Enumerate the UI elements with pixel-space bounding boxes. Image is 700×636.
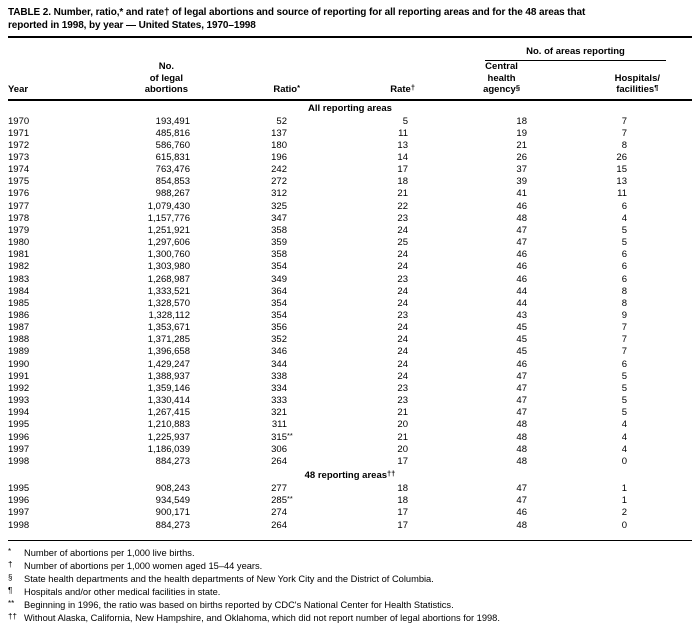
table-row — [8, 371, 692, 383]
footnote-marker: § — [8, 572, 13, 582]
column-header-row — [8, 61, 692, 100]
cell-central-agency: 46 — [516, 261, 527, 273]
cell-year: 1975 — [8, 176, 30, 188]
cell-year: 1988 — [8, 334, 30, 346]
footnote-marker: ** — [8, 598, 15, 608]
cell-ratio: 321 — [271, 407, 287, 419]
cell-year: 1987 — [8, 322, 30, 334]
cell-central-agency: 19 — [516, 127, 527, 139]
cell-rate: 24 — [397, 285, 408, 297]
cell-hospitals: 2 — [621, 507, 627, 519]
cell-central-agency: 44 — [516, 297, 527, 309]
cell-abortions: 485,816 — [155, 127, 190, 139]
table-title-line2: reported in 1998, by year — United States, 1970–1998 — [8, 20, 256, 31]
cell-central-agency: 44 — [516, 285, 527, 297]
cell-central-agency: 48 — [516, 443, 527, 455]
col-header-central-agency: Central health agency§ — [415, 61, 530, 100]
cell-ratio: 272 — [271, 176, 287, 188]
cell-hospitals: 7 — [621, 115, 627, 127]
cell-rate: 17 — [397, 519, 408, 531]
cell-rate: 17 — [397, 164, 408, 176]
cell-rate: 22 — [397, 200, 408, 212]
cell-hospitals: 7 — [621, 322, 627, 334]
cell-rate: 11 — [398, 127, 408, 139]
footnote — [8, 547, 692, 560]
footnote-text: Hospitals and/or other medical facilities in state. — [24, 586, 221, 597]
cell-hospitals: 6 — [621, 273, 627, 285]
cell-rate: 24 — [397, 358, 408, 370]
table-row — [8, 152, 692, 164]
cell-central-agency: 39 — [516, 176, 527, 188]
cell-rate: 23 — [397, 310, 408, 321]
cell-abortions: 1,359,146 — [147, 382, 190, 394]
cell-abortions: 1,157,776 — [147, 212, 190, 224]
cell-central-agency: 41 — [516, 188, 527, 200]
cell-central-agency: 26 — [516, 151, 527, 163]
cell-central-agency: 46 — [516, 273, 527, 285]
cell-rate: 24 — [397, 297, 408, 309]
table-row — [8, 176, 692, 188]
cell-rate: 14 — [397, 151, 408, 163]
cell-abortions: 1,396,658 — [147, 346, 190, 358]
cell-rate: 25 — [397, 237, 408, 249]
cell-abortions: 1,297,606 — [147, 237, 190, 249]
cell-abortions: 1,225,937 — [147, 431, 190, 443]
cell-abortions: 1,303,980 — [147, 261, 190, 273]
cell-rate: 24 — [397, 249, 408, 261]
cell-ratio: 277 — [271, 483, 287, 495]
cell-rate: 18 — [397, 176, 408, 188]
table-row — [8, 261, 692, 273]
cell-rate: 24 — [397, 224, 408, 236]
cell-central-agency: 46 — [516, 358, 527, 370]
cell-year: 1997 — [8, 507, 30, 519]
cell-year: 1973 — [8, 151, 30, 163]
cell-year: 1995 — [8, 419, 30, 431]
cell-ratio: 344 — [271, 358, 287, 370]
footnote-marker: * — [8, 546, 12, 556]
cell-hospitals: 6 — [621, 358, 627, 370]
cell-hospitals: 15 — [616, 164, 627, 176]
cell-rate: 13 — [397, 139, 408, 151]
footnotes — [8, 547, 692, 625]
cell-year: 1985 — [8, 297, 30, 309]
cell-year: 1981 — [8, 249, 30, 261]
table-bottom-rule — [8, 540, 692, 541]
rate-footnote-marker: † — [410, 83, 415, 92]
cell-ratio: 352 — [271, 334, 287, 346]
spanner-row — [8, 44, 692, 61]
cell-abortions: 1,210,883 — [147, 419, 190, 431]
cell-hospitals: 5 — [621, 407, 627, 419]
cell-rate: 17 — [397, 455, 408, 467]
cell-abortions: 586,760 — [155, 139, 190, 151]
cell-year: 1978 — [8, 212, 30, 224]
footnote-marker: ¶ — [8, 585, 13, 595]
cell-rate: 20 — [397, 443, 408, 455]
footnote-text: Number of abortions per 1,000 live births. — [24, 547, 195, 558]
col-header-rate: Rate† — [300, 61, 415, 100]
cell-ratio: 358 — [271, 224, 287, 236]
cell-hospitals: 6 — [621, 200, 627, 212]
cell-year: 1986 — [8, 310, 30, 321]
cell-hospitals: 4 — [621, 212, 627, 224]
cell-abortions: 934,549 — [155, 495, 190, 507]
cell-abortions: 1,333,521 — [147, 285, 190, 297]
cell-ratio: 356 — [271, 322, 287, 334]
cell-central-agency: 47 — [516, 237, 527, 249]
cell-abortions: 884,273 — [155, 519, 190, 531]
cell-central-agency: 46 — [516, 249, 527, 261]
cell-year: 1990 — [8, 358, 30, 370]
cell-abortions: 1,429,247 — [147, 358, 190, 370]
cell-ratio: 358 — [271, 249, 287, 261]
cell-ratio: 347 — [271, 212, 287, 224]
cell-central-agency: 47 — [516, 395, 527, 407]
cell-central-agency: 21 — [516, 139, 527, 151]
cell-hospitals: 5 — [621, 382, 627, 394]
cell-ratio: 359 — [271, 237, 287, 249]
cell-ratio: 264 — [271, 519, 287, 531]
footnote — [8, 560, 692, 573]
cell-abortions: 908,243 — [155, 483, 190, 495]
cell-central-agency: 46 — [516, 507, 527, 519]
table-row — [8, 346, 692, 358]
cell-year: 1980 — [8, 237, 30, 249]
cell-rate: 21 — [397, 188, 408, 200]
table-row — [8, 298, 692, 310]
cell-central-agency: 48 — [516, 212, 527, 224]
cell-ratio: 354 — [271, 261, 287, 273]
cell-abortions: 1,328,570 — [147, 297, 190, 309]
cell-central-agency: 45 — [516, 334, 527, 346]
cell-ratio: 333 — [271, 395, 287, 407]
cell-year: 1996 — [8, 495, 30, 507]
cell-ratio: 52 — [276, 115, 287, 127]
footnote — [8, 612, 692, 625]
cell-hospitals: 26 — [616, 151, 627, 163]
cell-ratio: 312 — [271, 188, 287, 200]
cell-year: 1971 — [8, 127, 30, 139]
cell-hospitals: 6 — [621, 261, 627, 273]
cell-hospitals: 5 — [621, 237, 627, 249]
table-row — [8, 249, 692, 261]
cell-abortions: 1,186,039 — [147, 443, 190, 455]
cell-year: 1998 — [8, 455, 30, 467]
table-row — [8, 140, 692, 152]
cell-year: 1991 — [8, 370, 30, 382]
cell-central-agency: 47 — [516, 224, 527, 236]
cell-year: 1974 — [8, 164, 30, 176]
table-row — [8, 359, 692, 371]
table-row — [8, 520, 692, 532]
cell-abortions: 615,831 — [155, 151, 190, 163]
cell-abortions: 1,371,285 — [147, 334, 190, 346]
cell-year: 1982 — [8, 261, 30, 273]
cell-abortions: 193,491 — [155, 115, 190, 127]
cell-rate: 18 — [397, 495, 408, 507]
cell-central-agency: 48 — [516, 455, 527, 467]
table-row — [8, 444, 692, 456]
cell-ratio: 338 — [271, 370, 287, 382]
section-label: All reporting areas — [308, 102, 392, 114]
table-title-line1: TABLE 2. Number, ratio,* and rate† of legal abortions and source of reporting for all reporting areas and for the 48 areas that — [8, 7, 586, 18]
cell-rate: 24 — [397, 370, 408, 382]
cell-year: 1979 — [8, 224, 30, 236]
cell-ratio: 180 — [271, 139, 287, 151]
cell-ratio: 196 — [271, 151, 287, 163]
cell-abortions: 763,476 — [155, 164, 190, 176]
cell-year: 1983 — [8, 273, 30, 285]
cell-hospitals: 4 — [621, 443, 627, 455]
footnote — [8, 573, 692, 586]
cell-year: 1995 — [8, 483, 30, 495]
section-header-row — [8, 468, 692, 483]
table-row — [8, 383, 692, 395]
cell-rate: 23 — [397, 273, 408, 285]
cell-year: 1989 — [8, 346, 30, 358]
cell-ratio: 354 — [271, 310, 287, 321]
cell-abortions: 988,267 — [155, 188, 190, 200]
cell-abortions: 1,388,937 — [147, 370, 190, 382]
table-row — [8, 188, 692, 200]
cell-rate: 5 — [402, 115, 408, 127]
cell-year: 1976 — [8, 188, 30, 200]
cell-abortions: 1,328,112 — [148, 310, 190, 321]
cell-year: 1998 — [8, 519, 30, 531]
footnote-text: Number of abortions per 1,000 women aged 15–44 years. — [24, 560, 263, 571]
cell-ratio: 242 — [271, 164, 287, 176]
cell-hospitals: 4 — [621, 431, 627, 443]
table-row — [8, 310, 692, 322]
cell-ratio: 306 — [271, 443, 287, 455]
cell-abortions: 854,853 — [155, 176, 190, 188]
spanner-spacer — [8, 44, 415, 61]
cell-rate: 21 — [397, 431, 408, 443]
table-row — [8, 322, 692, 334]
cell-central-agency: 48 — [516, 431, 527, 443]
footnote — [8, 599, 692, 612]
cell-ratio: 315** — [271, 430, 293, 443]
cell-central-agency: 48 — [516, 519, 527, 531]
cell-hospitals: 6 — [621, 249, 627, 261]
cell-hospitals: 0 — [621, 519, 627, 531]
cell-rate: 17 — [397, 507, 408, 519]
cell-rate: 23 — [397, 382, 408, 394]
cell-rate: 18 — [397, 483, 408, 495]
table-row — [8, 274, 692, 286]
table-title — [8, 6, 692, 38]
cell-rate: 24 — [397, 346, 408, 358]
cell-year: 1992 — [8, 382, 30, 394]
col-header-hospitals: Hospitals/ facilities¶ — [530, 61, 692, 100]
cell-year: 1993 — [8, 395, 30, 407]
table-row — [8, 407, 692, 419]
cell-ratio: 334 — [271, 382, 287, 394]
cell-hospitals: 5 — [621, 395, 627, 407]
cell-central-agency: 37 — [516, 164, 527, 176]
cell-abortions: 884,273 — [155, 455, 190, 467]
cell-abortions: 900,171 — [155, 507, 190, 519]
cell-year: 1996 — [8, 431, 30, 443]
table-row — [8, 128, 692, 140]
cell-ratio: 137 — [271, 127, 287, 139]
cell-central-agency: 46 — [516, 200, 527, 212]
agency-footnote-marker: § — [515, 83, 520, 92]
cell-ratio: 364 — [271, 285, 287, 297]
cell-year: 1972 — [8, 139, 30, 151]
section-label: 48 reporting areas†† — [304, 469, 396, 482]
cell-hospitals: 7 — [621, 346, 627, 358]
table-row — [8, 334, 692, 346]
cell-rate: 24 — [397, 334, 408, 346]
cell-rate: 20 — [397, 419, 408, 431]
cell-ratio: 264 — [271, 455, 287, 467]
cell-year: 1997 — [8, 443, 30, 455]
cell-abortions: 1,268,987 — [147, 273, 190, 285]
cell-hospitals: 11 — [617, 188, 627, 200]
cell-hospitals: 13 — [616, 176, 627, 188]
cell-central-agency: 47 — [516, 382, 527, 394]
cell-hospitals: 4 — [621, 419, 627, 431]
cell-ratio: 354 — [271, 297, 287, 309]
table-row — [8, 116, 692, 128]
footnote-text: Without Alaska, California, New Hampshire, and Oklahoma, which did not report number of legal abortions for 1998. — [24, 612, 500, 623]
footnote-text: State health departments and the health departments of New York City and the District of Columbia. — [24, 573, 434, 584]
cell-rate: 23 — [397, 212, 408, 224]
cell-hospitals: 8 — [621, 297, 627, 309]
cell-ratio: 349 — [271, 273, 287, 285]
table-row — [8, 432, 692, 444]
footnote-text: Beginning in 1996, the ratio was based on births reported by CDC's National Center for Health Statistics. — [24, 599, 454, 610]
table-row — [8, 507, 692, 519]
table-row — [8, 201, 692, 213]
cell-central-agency: 45 — [516, 346, 527, 358]
cell-central-agency: 18 — [516, 115, 527, 127]
cell-central-agency: 47 — [516, 483, 527, 495]
cell-ratio: 311 — [271, 419, 287, 431]
footnote-marker: † — [8, 559, 13, 569]
cell-rate: 24 — [397, 261, 408, 273]
facilities-footnote-marker: ¶ — [654, 83, 659, 92]
cell-abortions: 1,353,671 — [147, 322, 190, 334]
col-header-ratio: Ratio* — [190, 61, 300, 100]
table-row — [8, 395, 692, 407]
cell-rate: 23 — [397, 395, 408, 407]
cell-central-agency: 43 — [516, 310, 527, 321]
cell-hospitals: 8 — [621, 285, 627, 297]
cell-abortions: 1,330,414 — [147, 395, 190, 407]
cell-hospitals: 9 — [621, 310, 627, 321]
cell-rate: 24 — [397, 322, 408, 334]
section-header-row — [8, 100, 692, 116]
cell-hospitals: 1 — [621, 495, 627, 507]
cell-year: 1970 — [8, 115, 30, 127]
cell-ratio: 346 — [271, 346, 287, 358]
cell-year: 1984 — [8, 285, 30, 297]
table-row — [8, 286, 692, 298]
cell-ratio: 274 — [271, 507, 287, 519]
table-row — [8, 225, 692, 237]
col-header-year: Year — [8, 61, 58, 100]
cell-abortions: 1,251,921 — [147, 224, 190, 236]
cell-abortions: 1,267,415 — [147, 407, 190, 419]
cell-hospitals: 5 — [621, 370, 627, 382]
cell-year: 1994 — [8, 407, 30, 419]
table-row — [8, 495, 692, 507]
cell-hospitals: 7 — [621, 334, 627, 346]
cell-central-agency: 45 — [516, 322, 527, 334]
cell-hospitals: 7 — [621, 127, 627, 139]
table-row — [8, 419, 692, 431]
cell-hospitals: 1 — [621, 483, 627, 495]
cell-abortions: 1,079,430 — [147, 200, 190, 212]
cell-ratio: 285** — [271, 494, 293, 507]
table-row — [8, 456, 692, 468]
table-row — [8, 164, 692, 176]
cell-year: 1977 — [8, 200, 30, 212]
table-row — [8, 237, 692, 249]
abortions-table — [8, 44, 692, 532]
cell-hospitals: 8 — [621, 139, 627, 151]
cell-central-agency: 47 — [516, 370, 527, 382]
table-row — [8, 213, 692, 225]
footnote — [8, 586, 692, 599]
table-row — [8, 483, 692, 495]
cell-ratio: 325 — [271, 200, 287, 212]
ratio-footnote-marker: * — [297, 83, 300, 92]
cell-abortions: 1,300,760 — [147, 249, 190, 261]
cell-central-agency: 47 — [516, 407, 527, 419]
cell-hospitals: 5 — [621, 224, 627, 236]
footnote-marker: †† — [8, 611, 17, 621]
cell-central-agency: 47 — [516, 495, 527, 507]
areas-reporting-spanner: No. of areas reporting — [485, 46, 666, 61]
cell-hospitals: 0 — [621, 455, 627, 467]
cell-rate: 21 — [397, 407, 408, 419]
cell-central-agency: 48 — [516, 419, 527, 431]
spanner-cell — [415, 44, 692, 61]
col-header-abortions: No. of legal abortions — [58, 61, 190, 100]
